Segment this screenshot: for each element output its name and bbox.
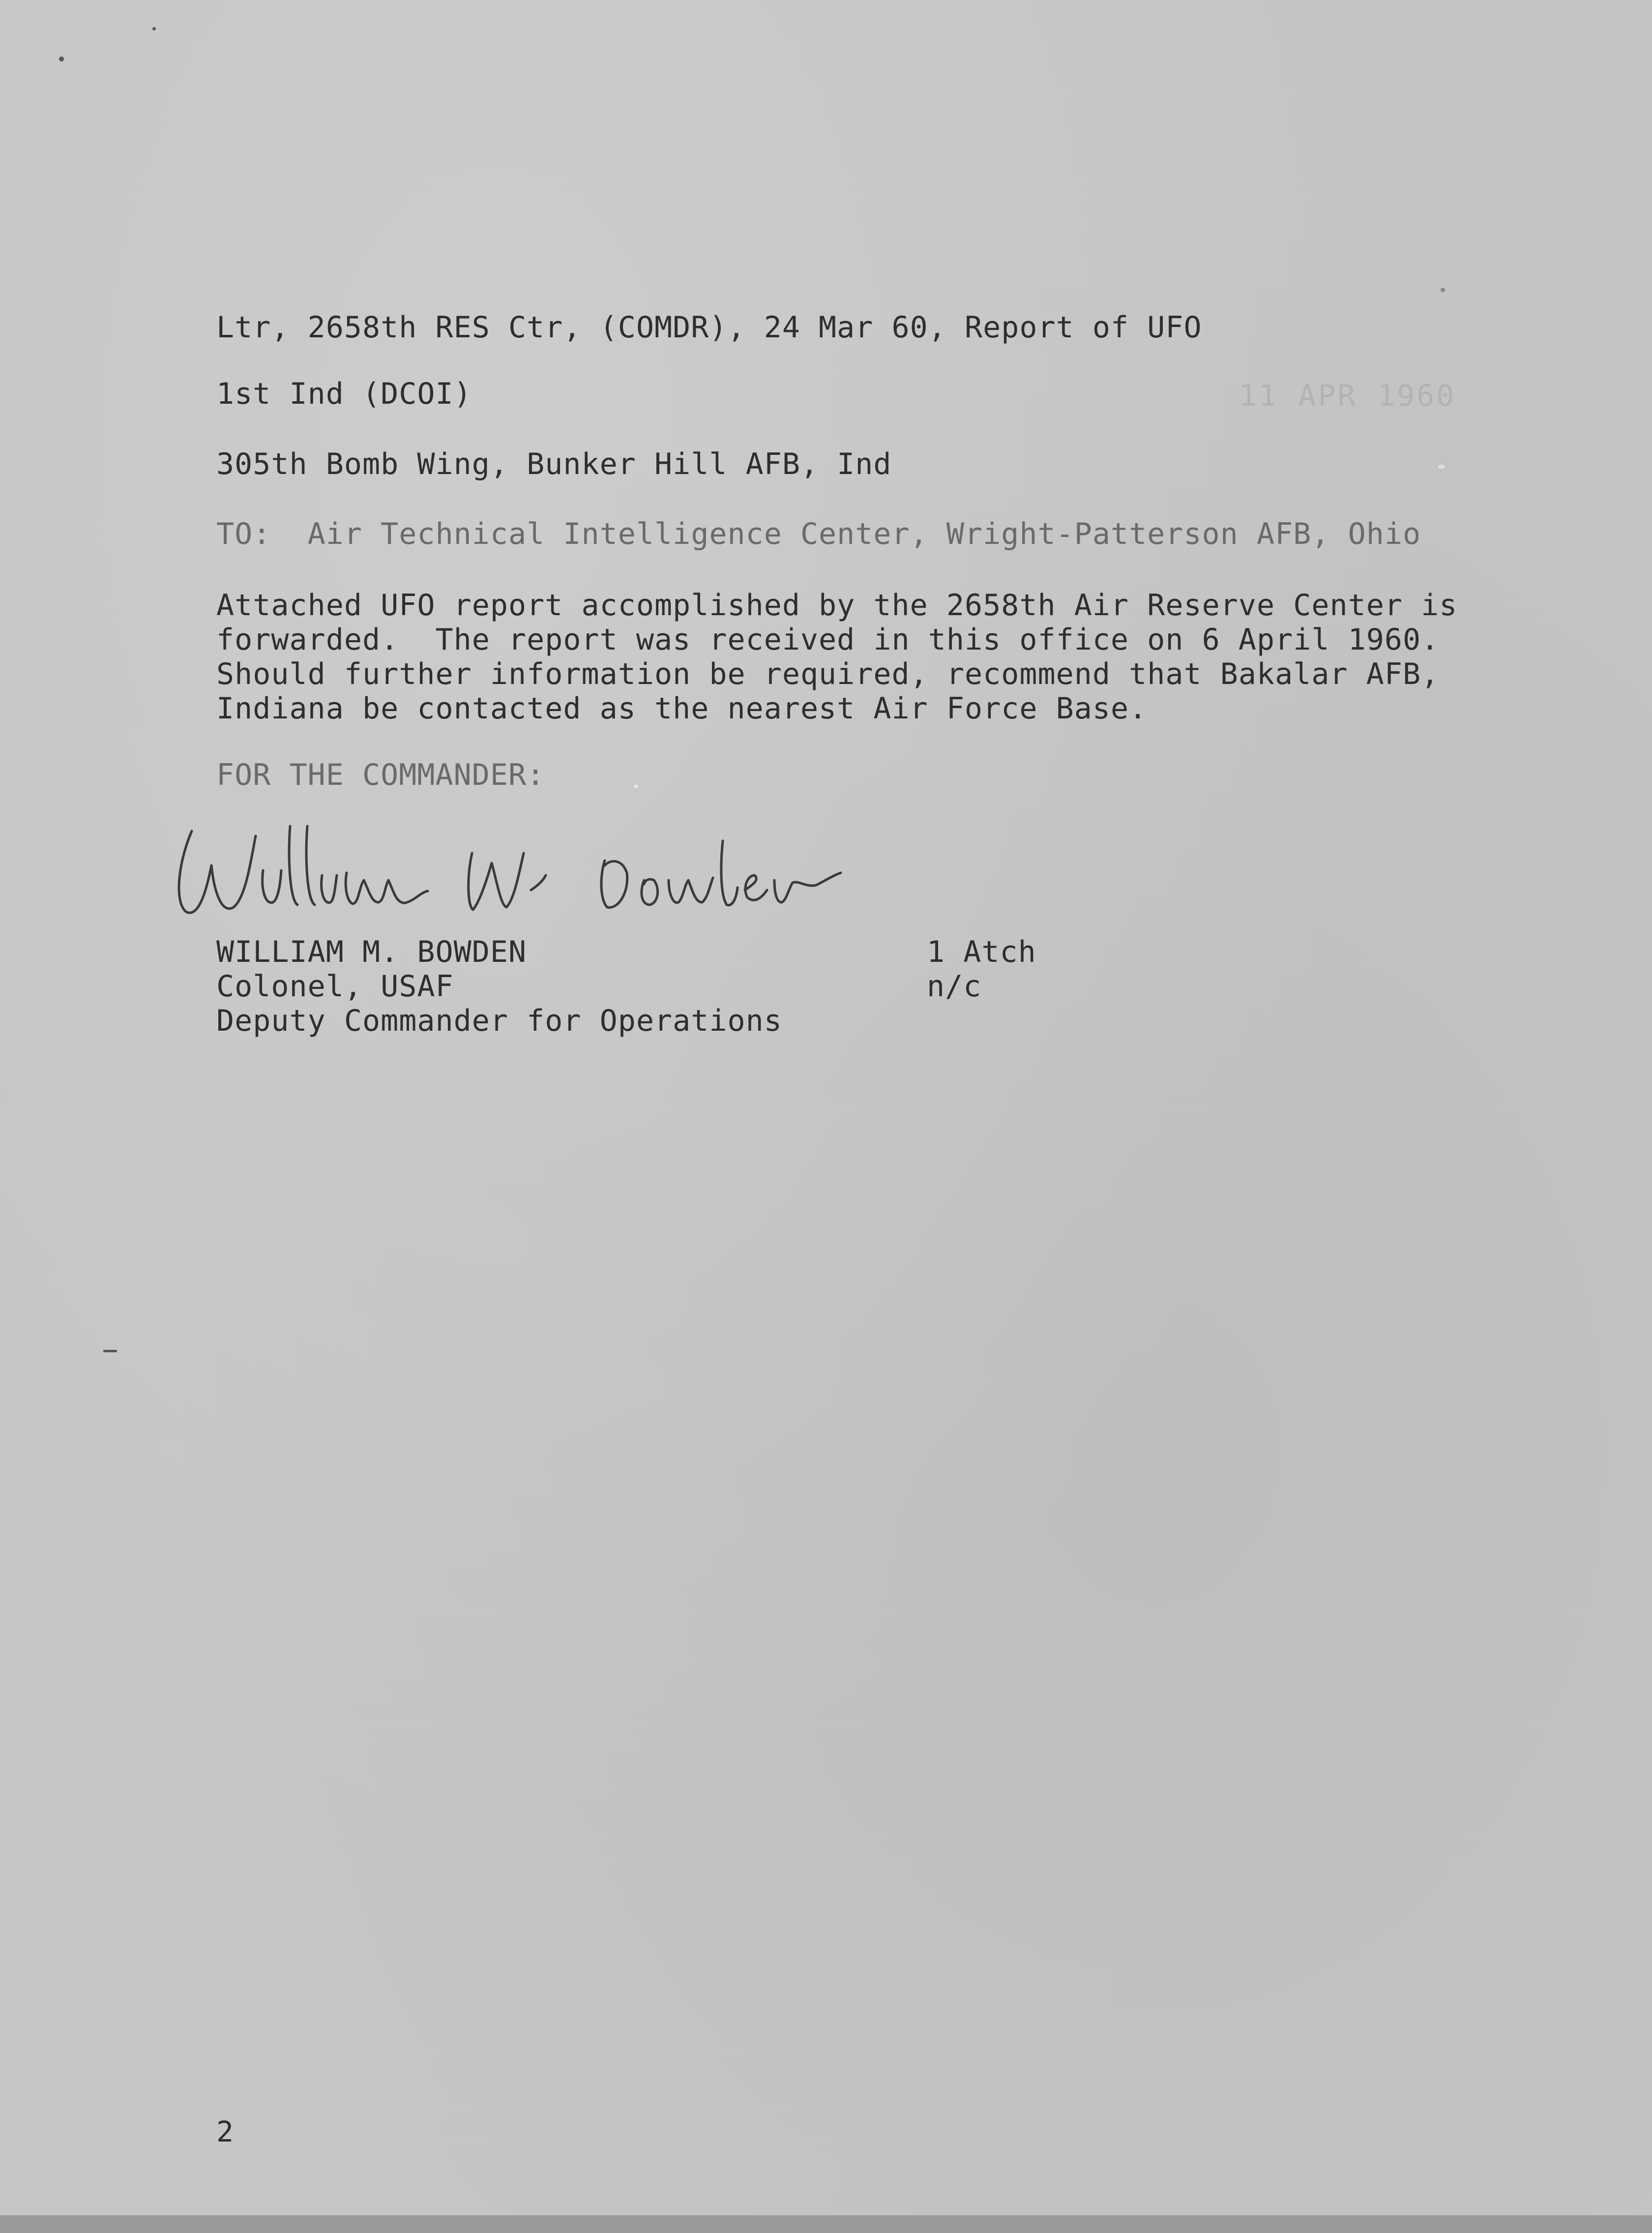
scan-speck xyxy=(634,784,638,788)
signatory-rank: Colonel, USAF xyxy=(216,969,454,1004)
indorsement-line: 1st Ind (DCOI) xyxy=(216,377,472,411)
scan-speck xyxy=(59,57,64,61)
for-the-commander-line: FOR THE COMMANDER: xyxy=(216,758,545,792)
received-date-stamp: 11 APR 1960 xyxy=(1239,379,1456,413)
attachment-count: 1 Atch xyxy=(927,935,1036,969)
paragraph-line: Attached UFO report accomplished by the 2658th Air Reserve Center is xyxy=(216,588,1458,623)
paragraph-line: Indiana be contacted as the nearest Air Force Base. xyxy=(216,691,1148,726)
from-unit-line: 305th Bomb Wing, Bunker Hill AFB, Ind xyxy=(216,447,892,481)
paragraph-line: forwarded. The report was received in this office on 6 April 1960. xyxy=(216,623,1440,657)
scan-speck xyxy=(1438,465,1445,469)
signatory-name: WILLIAM M. BOWDEN xyxy=(216,935,527,969)
to-line: TO: Air Technical Intelligence Center, Wright-Patterson AFB, Ohio xyxy=(216,517,1421,551)
scan-speck xyxy=(152,27,156,30)
scan-speck xyxy=(103,1350,117,1352)
signatory-title: Deputy Commander for Operations xyxy=(216,1004,782,1038)
attachment-code: n/c xyxy=(927,969,982,1004)
reference-line: Ltr, 2658th RES Ctr, (COMDR), 24 Mar 60, Report of UFO xyxy=(216,310,1202,345)
page-number: 2 xyxy=(216,2115,234,2148)
paragraph-line: Should further information be required, recommend that Bakalar AFB, xyxy=(216,657,1440,691)
scan-speck xyxy=(1441,288,1445,292)
handwritten-signature xyxy=(172,806,939,934)
scan-edge xyxy=(0,2215,1652,2233)
